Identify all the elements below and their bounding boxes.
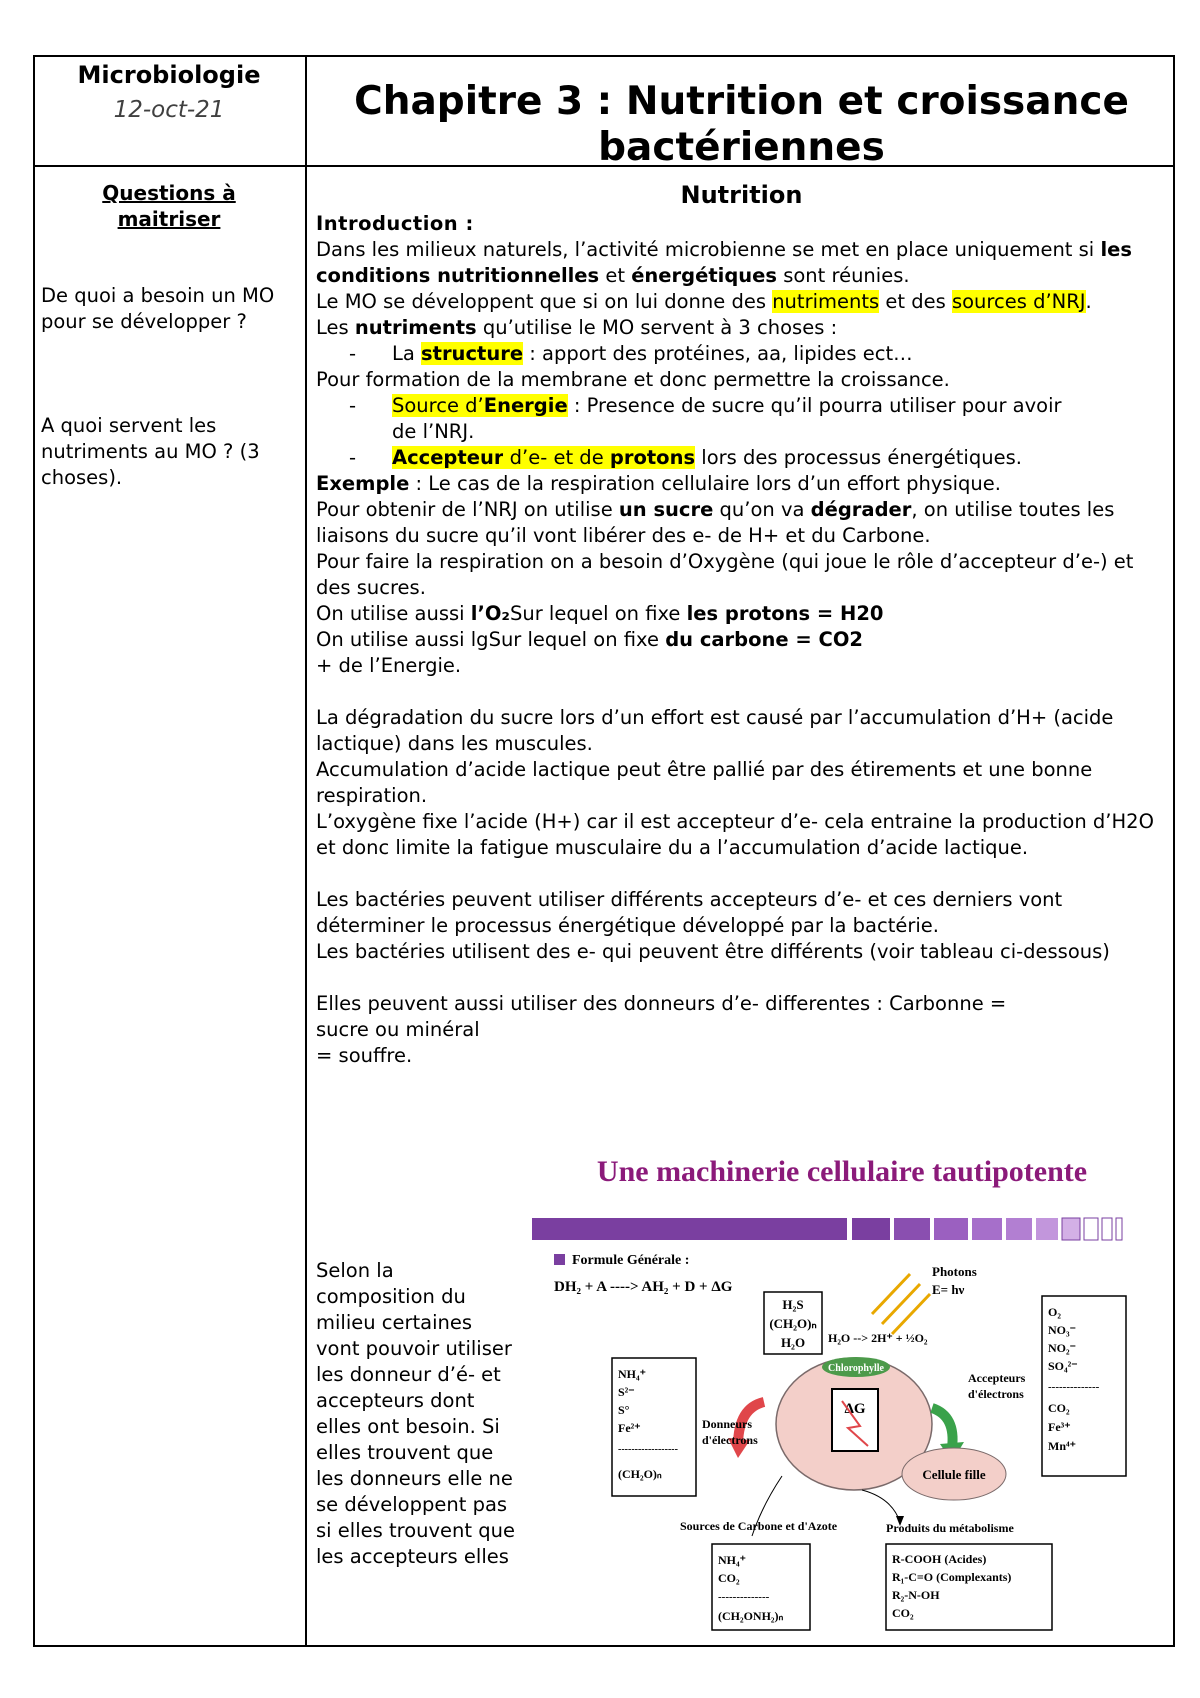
acceptor-no2: NO₂⁻ [1048,1341,1076,1355]
product-co2: CO₂ [892,1606,914,1620]
band-square [894,1218,930,1240]
donor-h2s: H₂S [782,1297,804,1312]
formula: DH₂ + A ----> AH₂ + D + ΔG [554,1279,733,1295]
table-border-middle [305,55,307,1647]
source-co2: CO₂ [718,1571,740,1585]
text: qu’utilise le MO servent à 3 choses : [476,316,838,339]
bullet-dash: - [349,446,357,469]
paragraph-donors-line-1: Elles peuvent aussi utiliser des donneurs d’e- differentes : Carbonne = [316,992,1007,1015]
text: Les [316,316,355,339]
source-separator: -------------- [718,1591,770,1603]
text-bold: du carbone = CO2 [665,628,863,651]
text-bold: énergétiques [631,264,777,287]
sunlight-icon [872,1274,930,1334]
paragraph-three-uses [316,315,1156,341]
paragraph-donors-line-3: = souffre. [316,1044,413,1067]
chapter-title-line-2: bactériennes [598,125,885,170]
donor-s2: S²⁻ [618,1385,635,1399]
text: Le MO se développent que si on lui donne des [316,290,773,313]
document-date: 12-oct-21 [113,97,225,123]
highlight: protons [609,446,696,469]
questions-heading [33,180,305,232]
highlight: nutriments [772,290,880,313]
donor-ch2o: (CH₂O)ₙ [769,1316,817,1331]
acceptor-so4: SO₄²⁻ [1048,1359,1078,1373]
product-r1co: R₁-C=O (Complexants) [892,1570,1012,1584]
text: et [599,264,632,287]
text: et des [879,290,952,313]
chapter-title-line-1: Chapitre 3 : Nutrition et croissance [354,79,1129,124]
acceptor-o2: O₂ [1048,1305,1061,1319]
band-square [1102,1218,1112,1240]
donor-h2o: H₂O [780,1335,806,1350]
text: La [392,342,422,365]
text: Sur lequel on fixe [509,602,687,625]
paragraph-composition: Selon la composition du milieu certaines vont pouvoir utiliser les donneur d’é- et accepteurs dont elles ont besoin. Si elles trouvent que les donneurs elle ne se développent pas si elles trouvent que les accepteurs elles [316,1259,515,1568]
text-bold: un sucre [618,498,714,521]
acceptor-no3: NO₃⁻ [1048,1323,1076,1337]
text: lors des processus énergétiques. [695,446,1022,469]
text: , on utilise toutes les liaisons du sucre qu’il vont libérer des e- de H+ et du Carbone. [316,498,1115,547]
paragraph-lactic: La dégradation du sucre lors d’un effort est causé par l’accumulation d’H+ (acide lactique) dans les muscules. [316,706,1114,755]
band-square [1006,1218,1032,1240]
formula-label: Formule Générale : [572,1253,690,1268]
donors-label-2: d'électrons [702,1433,758,1447]
band-square [1116,1218,1122,1240]
light-ray [892,1294,930,1334]
table-border-top [33,55,1175,57]
band-square [934,1218,968,1240]
highlight: d’e- [503,446,554,469]
daughter-cell-label: Cellule fille [922,1467,986,1482]
products-line [862,1490,900,1522]
highlight: et de [553,446,610,469]
band-square [1084,1218,1098,1240]
bullet-structure [316,341,1156,367]
bullet-energy-continued: de l’NRJ. [392,420,475,443]
subject-title: Microbiologie [77,61,261,89]
donor-s0: S° [618,1403,630,1417]
source-ch2onh2: (CH₂ONH₂)ₙ [718,1609,784,1623]
products-label: Produits du métabolisme [886,1521,1014,1535]
section-title-nutrition: Nutrition [680,181,803,209]
text: On utilise aussi [316,602,471,625]
text-bold: Exemple [316,472,410,495]
acceptors-label-1: Accepteurs [968,1371,1026,1385]
spacer [316,965,1156,991]
text: : Le cas de la respiration cellulaire lors d’un effort physique. [409,472,1001,495]
spacer [316,861,1156,887]
text: Pour obtenir de l’NRJ on utilise [316,498,619,521]
sources-label: Sources de Carbone et d'Azote [680,1519,838,1533]
product-r2noh: R₂-N-OH [892,1588,940,1602]
donor-separator: ------------------ [618,1444,678,1455]
bullet-energy [316,393,1156,419]
text: : Presence de sucre qu’il pourra utiliser pour avoir [567,394,1062,417]
bullet-acceptor [316,445,1156,471]
acceptor-mn4: Mn⁴⁺ [1048,1439,1076,1453]
table-border-left [33,55,35,1647]
acceptor-separator: -------------- [1048,1381,1100,1393]
spacer [316,679,1156,705]
donors-label-1: Donneurs [702,1417,753,1431]
metabolism-diagram [532,1146,1162,1642]
paragraph-carbon [316,627,1156,653]
highlight: Energie [483,394,568,417]
highlight: Source d’ [392,394,484,417]
highlight: Accepteur [392,446,504,469]
question-1: De quoi a besoin un MO pour se développer ? [41,284,275,333]
chlorophyll-label: Chlorophylle [828,1363,884,1374]
table-border-bottom [33,1645,1175,1647]
delta-g: ΔG [844,1401,866,1417]
band-square [1036,1218,1058,1240]
paragraph-nutrients [316,289,1156,315]
chapter-title [308,79,1175,171]
band-square [1062,1218,1080,1240]
paragraph-oxygen: Pour faire la respiration on a besoin d’Oxygène (qui joue le rôle d’accepteur d’e-) et des sucres. [316,550,1134,599]
water-split: H₂O --> 2H⁺ + ½O₂ [828,1331,928,1345]
text-bold: l’O₂ [470,602,510,625]
donor-nh4: NH₄⁺ [618,1367,646,1381]
highlight: sources d’NRJ [951,290,1086,313]
table-border-right [1173,55,1175,1647]
intro-label: Introduction : [316,212,474,235]
text: Sur lequel on fixe [488,628,666,651]
text: sont réunies. [777,264,910,287]
band-square [972,1218,1002,1240]
text-bold: les conditions nutritionnelles [316,238,1132,287]
paragraph-electrons: Les bactéries utilisent des e- qui peuvent être différents (voir tableau ci-dessous) [316,940,1110,963]
band-square [852,1218,890,1240]
bullet-dash: - [349,342,357,365]
paragraph-stretching: Accumulation d’acide lactique peut être pallié par des étirements et une bonne respiration. [316,758,1093,807]
light-ray [882,1284,920,1324]
text: qu’on va [713,498,811,521]
text: . [1085,290,1092,313]
photon-energy: E= hν [932,1282,965,1297]
source-nh4: NH₄⁺ [718,1553,746,1567]
donor-ch2o-n: (CH₂O)ₙ [618,1467,662,1481]
acceptor-fe3: Fe³⁺ [1048,1420,1071,1434]
photons-label: Photons [932,1264,977,1279]
text-bold: nutriments [354,316,477,339]
paragraph-sugar [316,497,1156,549]
paragraph-conditions [316,237,1156,289]
acceptor-arrow [932,1408,953,1448]
band-solid [532,1218,847,1240]
light-ray [872,1274,910,1314]
question-2: A quoi servent les nutriments au MO ? (3 choses). [41,414,260,489]
bullet-dash: - [349,394,357,417]
donor-fe2: Fe²⁺ [618,1421,641,1435]
text: : apport des protéines, aa, lipides ect… [523,342,913,365]
paragraph-donors-line-2: sucre ou minéral [316,1018,480,1041]
figure-title: Une machinerie cellulaire tautipotente [596,1155,1088,1188]
questions-heading-line-1: Questions à [102,181,236,205]
metabolism-figure [532,1146,1162,1642]
paragraph-acceptors: Les bactéries peuvent utiliser différents accepteurs d’e- et ces derniers vont déterminer le processus énergétique développé par la bactérie. [316,888,1063,937]
paragraph-oxygen-acid: L’oxygène fixe l’acide (H+) car il est accepteur d’e- cela entraine la production d’H2O et donc limite la fatigue musculaire du a l’accumulation d’acide lactique. [316,810,1154,859]
paragraph-o2 [316,601,1156,627]
questions-heading-line-2: maitriser [117,207,221,231]
text: On utilise aussi lg [316,628,489,651]
text-bold: dégrader [810,498,912,521]
nutrition-content [316,211,1156,1069]
text: Dans les milieux naturels, l’activité microbienne se met en place uniquement si [316,238,1101,261]
paragraph-example [316,471,1156,497]
acceptor-co2: CO₂ [1048,1401,1070,1415]
highlight: structure [421,342,524,365]
text-bold: les protons = H20 [686,602,884,625]
product-rcooh: R-COOH (Acides) [892,1552,987,1566]
band-squares [852,1218,1122,1240]
formula-bullet [554,1254,565,1265]
acceptors-label-2: d'électrons [968,1387,1024,1401]
paragraph-membrane: Pour formation de la membrane et donc permettre la croissance. [316,368,950,391]
paragraph-energy: + de l’Energie. [316,654,462,677]
